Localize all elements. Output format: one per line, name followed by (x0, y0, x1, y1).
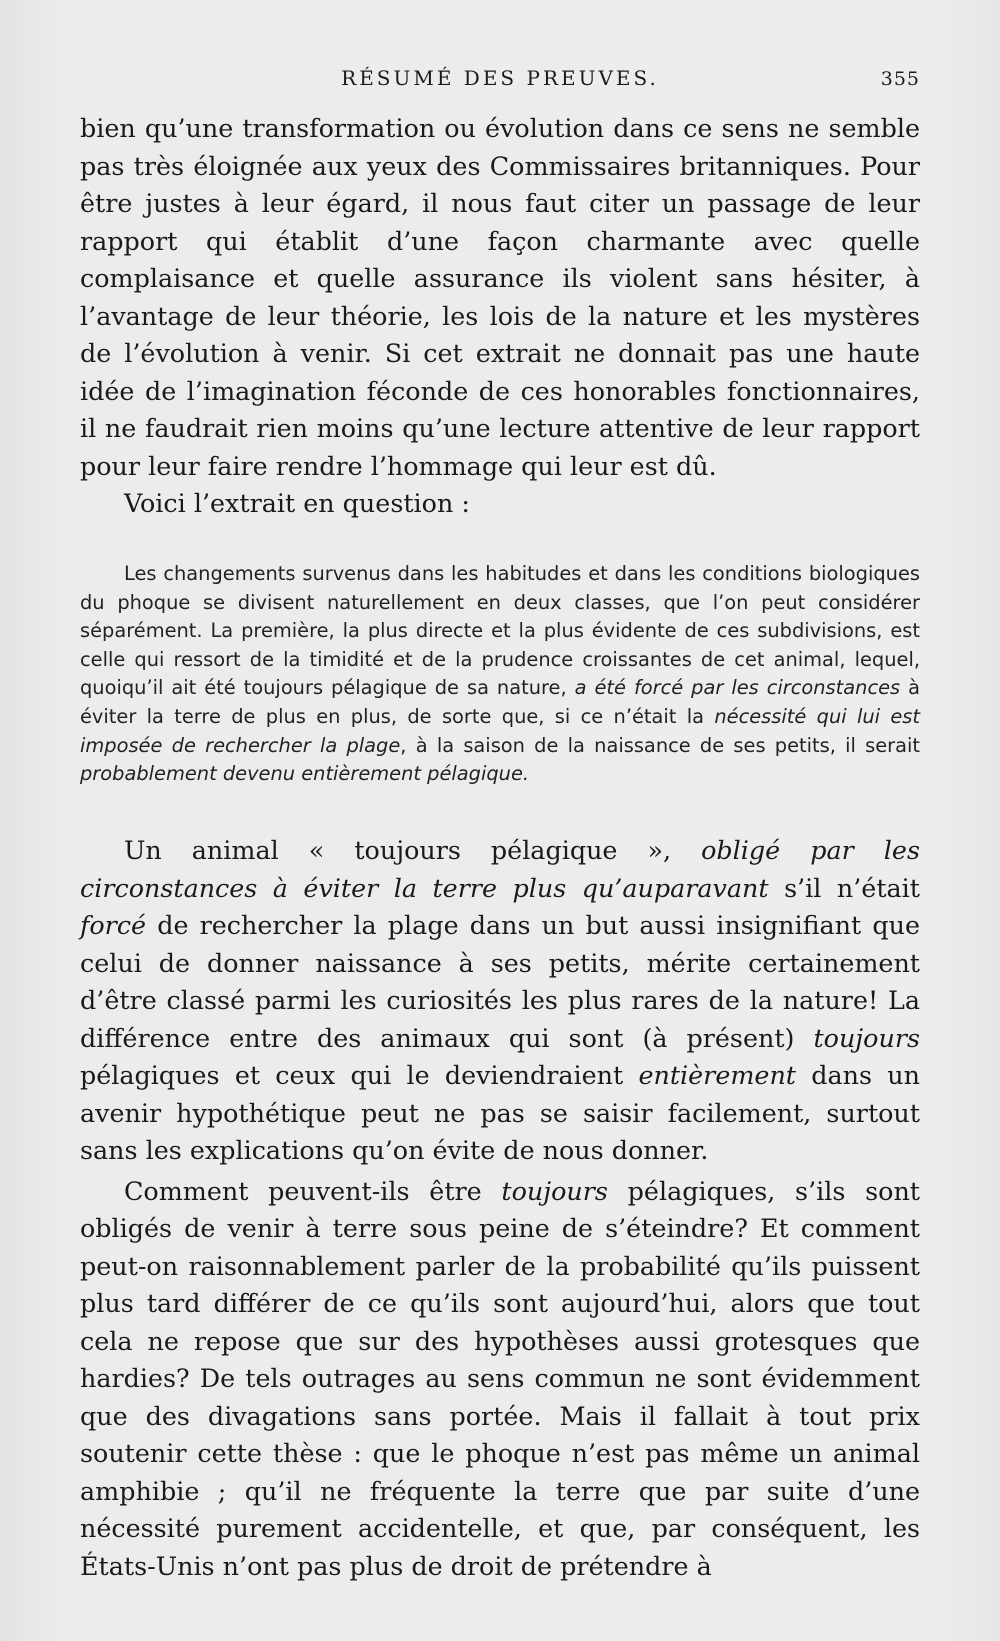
paragraph-intro-quote: Voici l’extrait en question : (124, 488, 470, 518)
commentary-text-a: Un animal « toujours pélagique », (124, 835, 702, 865)
conclusion-text-a: Comment peuvent-ils être (124, 1175, 502, 1206)
quoted-extract (80, 560, 920, 789)
quote-italic-2: nécessité qui lui est imposée de rechercher la plage (80, 704, 920, 757)
commentary-text-d: pélagiques et ceux qui le deviendraient (80, 1060, 639, 1090)
paragraph-commentary (80, 832, 920, 1170)
body-text-upper (80, 110, 920, 523)
commentary-italic-2: forcé (80, 910, 147, 940)
conclusion-italic-1: toujours (501, 1175, 608, 1206)
paragraph-conclusion (80, 1173, 920, 1586)
commentary-italic-1: obligé par les circonstances à éviter la terre plus qu’auparavant (80, 835, 920, 903)
body-text-lower (80, 832, 920, 1585)
quote-text-3: , à la saison de la naissance de ses petits, il serait (400, 733, 921, 757)
paragraph-continuation: bien qu’une transformation ou évolution dans ce sens ne semble pas très éloignée aux yeux des Commissaires britanniques. Pour être justes à leur égard, il nous faut citer un passage de leur rapport qui établit d’une façon charmante avec quelle complaisance et quelle assurance ils violent sans hésiter, à l’avantage de leur théorie, les lois de la nature et les mystères de l’évolution à venir. Si cet extrait ne donnait pas une haute idée de l’imagination féconde de ces honorables fonctionnaires, il ne faudrait rien moins qu’une lecture attentive de leur rapport pour leur faire rendre l’hommage qui leur est dû. (80, 113, 920, 481)
quote-italic-3: probablement devenu entièrement pélagique. (80, 762, 530, 786)
commentary-text-b: s’il n’était (768, 872, 920, 903)
conclusion-text-b: pélagiques, s’ils sont obligés de venir à terre sous peine de s’éteindre? Et comment peut-on raisonnablement parler de la probabilité qu’ils puissent plus tard différer de ce qu’ils sont aujourd’hui, alors que tout cela ne repose que sur des hypothèses aussi grotesques que hardies? De tels outrages au sens commun ne sont évidemment que des divagations sans portée. Mais il fallait à tout prix soutenir cette thèse : que le phoque n’est pas même un animal amphibie ; qu’il ne fréquente la terre que par suite d’une nécessité purement accidentelle, et que, par conséquent, les États-Unis n’ont pas plus de droit de prétendre à (80, 1175, 921, 1581)
commentary-text-c: de rechercher la plage dans un but aussi insignifiant que celui de donner naissance à ses petits, mérite certainement d’être classé parmi les curiosités les plus rares de la nature! La différence entre des animaux qui sont (à présent) (80, 910, 920, 1053)
running-head (0, 60, 1000, 100)
page-number: 355 (880, 68, 920, 90)
quote-italic-1: a été forcé par les circonstances (574, 676, 901, 700)
commentary-text-e: dans un avenir hypothétique peut ne pas se saisir facilement, surtout sans les explications qu’on évite de nous donner. (80, 1060, 920, 1165)
quote-paragraph (80, 560, 920, 789)
running-title: RÉSUMÉ DES PREUVES. (341, 66, 659, 90)
quote-text-2: à éviter la terre de plus en plus, de sorte que, si ce n’était la (80, 676, 921, 728)
commentary-italic-4: entièrement (638, 1060, 797, 1090)
quote-text-1: Les changements survenus dans les habitudes et dans les conditions biologiques du phoque se divisent naturellement en deux classes, que l’on peut considérer séparément. La première, la plus directe et la plus évidente de ces subdivisions, est celle qui ressort de la timidité et de la prudence croissantes de cet animal, lequel, quoiqu’il ait été toujours pélagique de sa nature, (80, 562, 920, 700)
commentary-italic-3: toujours (813, 1022, 920, 1053)
